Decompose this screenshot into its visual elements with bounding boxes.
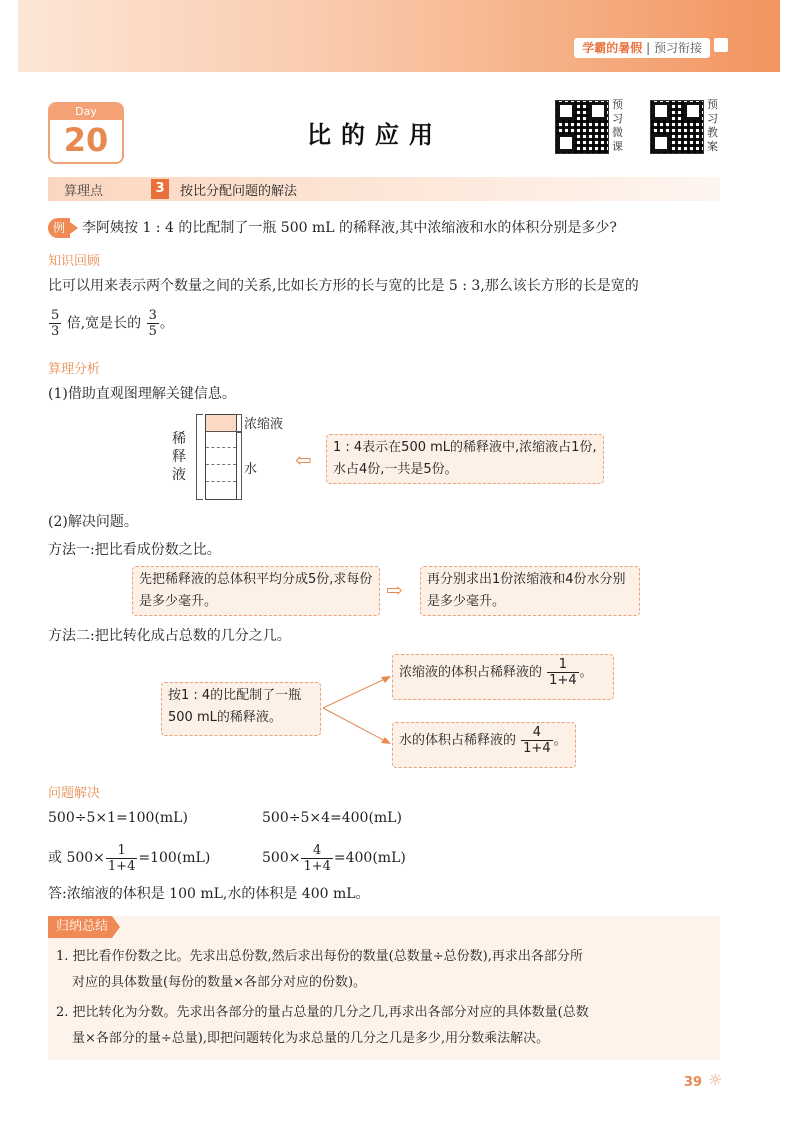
day-badge	[48, 102, 124, 164]
method2-label: 方法二:把比转化成占总数的几分之几。	[48, 628, 291, 644]
diagram-beaker	[205, 414, 237, 500]
analysis-step2: (2)解决问题。	[48, 514, 138, 530]
qr-code-microlesson[interactable]	[555, 100, 609, 154]
diagram-left-brace	[196, 414, 203, 500]
book-icon	[714, 38, 728, 52]
header-separator: |	[646, 41, 651, 55]
section-label: 算理点	[64, 184, 104, 199]
qr-label-lessonplan: 预习教案	[707, 98, 718, 153]
solution-heading: 问题解决	[48, 786, 101, 801]
fraction-4-over-1plus4: $\frac{4}{1+4}$	[523, 725, 551, 756]
analysis-heading: 算理分析	[48, 362, 101, 377]
summary-item1-line1: 1. 把比看作份数之比。先求出总份数,然后求出每份的数量(总数量÷总份数),再求出各部分所	[56, 949, 583, 964]
analysis-step1: (1)借助直观图理解关键信息。	[48, 386, 236, 402]
page-number: 39	[684, 1075, 703, 1090]
equation-3: 或 500× $\frac{1}{1+4}$ =100(mL)	[48, 842, 211, 874]
arrow-right-icon: ⇨	[386, 578, 403, 602]
header-band	[18, 0, 780, 72]
summary-item2-line1: 2. 把比转化为分数。先求出各部分的量占总量的几分之几,再求出各部分对应的具体数量(总数	[56, 1005, 589, 1020]
summary-item1-line2: 对应的具体数量(每份的数量×各部分对应的份数)。	[72, 975, 367, 990]
method2-source-box: 按1 : 4的比配制了一瓶500 mL的稀释液。	[161, 682, 321, 736]
fraction-1-over-1plus4: $\frac{1}{1+4}$	[549, 657, 577, 688]
section-title: 按比分配问题的解法	[180, 184, 298, 199]
diagram-dilute-label: 稀释液	[172, 431, 186, 483]
equation-2: 500÷5×4=400(mL)	[262, 810, 402, 826]
diagram-concentrate-label: 浓缩液	[244, 417, 284, 432]
qr-label-microlesson: 预习微课	[612, 98, 623, 153]
knowledge-line2: $\frac{5}{3}$ 倍,宽是长的 $\frac{3}{5}$ 。	[51, 308, 174, 339]
equation-4: 500× $\frac{4}{1+4}$ =400(mL)	[262, 842, 406, 874]
fraction-5-3: $\frac{5}{3}$	[51, 308, 60, 339]
diagram-water-brace	[236, 432, 242, 500]
method2-box-water: 水的体积占稀释液的 $\frac{4}{1+4}$ 。	[392, 722, 576, 768]
example-question: 李阿姨按 1 : 4 的比配制了一瓶 500 mL 的稀释液,其中浓缩液和水的体积分别是多少?	[82, 220, 617, 236]
diagram-water-label: 水	[244, 462, 258, 477]
fraction-3-5: $\frac{3}{5}$	[148, 308, 157, 339]
sun-icon: ☼	[708, 1070, 723, 1089]
method1-box1: 先把稀释液的总体积平均分成5份,求每份是多少毫升。	[132, 566, 380, 616]
qr-code-lessonplan[interactable]	[650, 100, 704, 154]
method1-box2: 再分别求出1份浓缩液和4份水分别是多少毫升。	[420, 566, 640, 616]
summary-item2-line2: 量×各部分的量÷总量),即把问题转化为求总量的几分之几是多少,用分数乘法解决。	[72, 1031, 550, 1046]
summary-tab-tip	[112, 916, 120, 938]
day-number: 20	[63, 121, 109, 159]
header-brand: 学霸的暑假	[582, 41, 643, 55]
section-bar	[48, 177, 720, 201]
arrow-left-icon: ⇦	[295, 448, 312, 472]
knowledge-heading: 知识回顾	[48, 254, 101, 269]
knowledge-line1: 比可以用来表示两个数量之间的关系,比如长方形的长与宽的比是 5 : 3,那么该长方形的长是宽的	[48, 278, 639, 294]
method2-box-concentrate: 浓缩液的体积占稀释液的 $\frac{1}{1+4}$ 。	[392, 654, 614, 700]
header-tag	[574, 38, 710, 58]
example-arrow-icon	[70, 222, 78, 234]
method1-label: 方法一:把比看成份数之比。	[48, 542, 221, 558]
example-badge: 例	[48, 218, 70, 238]
header-subtitle: 预习衔接	[653, 41, 702, 55]
equation-1: 500÷5×1=100(mL)	[48, 810, 188, 826]
diagram-concentrate-brace	[236, 414, 242, 432]
page-title: 比的应用	[307, 121, 443, 149]
diagram-explanation-box: 1 : 4表示在500 mL的稀释液中,浓缩液占1份,水占4份,一共是5份。	[326, 434, 604, 484]
method2-connector-arrows	[321, 672, 393, 748]
answer-line: 答:浓缩液的体积是 100 mL,水的体积是 400 mL。	[48, 886, 370, 902]
summary-tab: 归纳总结	[48, 916, 112, 938]
day-label: Day	[50, 104, 122, 120]
section-number: 3	[151, 179, 169, 199]
